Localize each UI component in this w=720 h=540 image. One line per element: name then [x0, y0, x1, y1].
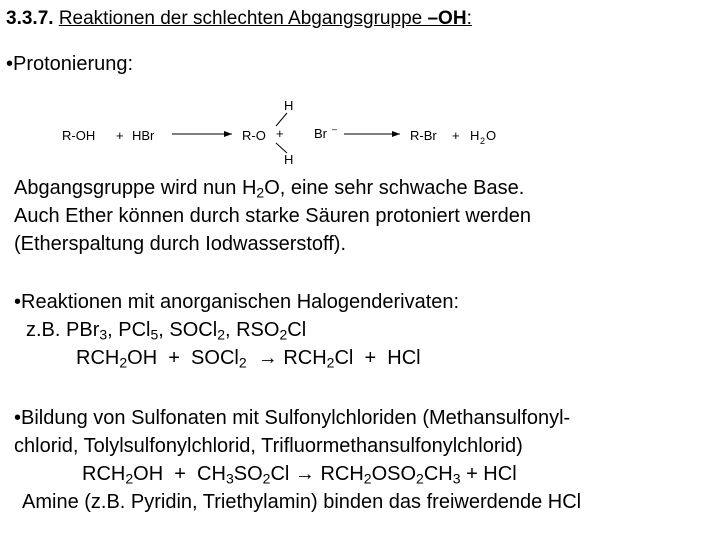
title-text: Reaktionen der schlechten Abgangsgruppe — [58, 8, 428, 29]
section-number: 3.3.7. — [6, 8, 54, 29]
scheme-h-top: H — [284, 98, 294, 113]
scheme-water-sub: 2 — [480, 136, 486, 146]
reaction-arrow-icon: → — [257, 347, 278, 369]
halogen-equation: $RCH_2OH$ + SOCl$_2$ → $RCH_2Cl$ + HCl — [76, 347, 421, 371]
protonation-line-1: Abgangsgruppe wird nun $H_2O$, eine sehr schwache Base. — [14, 177, 525, 201]
protonation-reaction-scheme — [60, 96, 520, 168]
scheme-intermediate-charge: + — [276, 126, 284, 141]
halogen-examples: z.B. PBr$_3$, PCl$_5$, SOCl$_2$, $RSO_2Cl$ — [26, 319, 307, 343]
scheme-reactant: R-OH — [62, 128, 96, 143]
scheme-reagent: HBr — [132, 128, 155, 143]
sulfonate-equation: $RCH_2OH + CH_3SO_2Cl \to RCH_2OSO_2CH_3$ + HCl — [82, 463, 517, 487]
protonation-heading: •Protonierung: — [6, 53, 134, 75]
scheme-plus-2: + — [452, 128, 460, 143]
scheme-bromide-charge: – — [332, 124, 338, 134]
protonation-line-2: Auch Ether können durch starke Säuren protoniert werden — [14, 205, 531, 227]
title-colon: : — [466, 8, 472, 29]
halogen-heading: •Reaktionen mit anorganischen Halogenderivaten: — [14, 291, 460, 313]
scheme-intermediate: R-O — [242, 128, 266, 143]
scheme-water-o: O — [486, 128, 497, 143]
scheme-water-h: H — [470, 128, 480, 143]
protonation-line-3: (Etherspaltung durch Iodwasserstoff). — [14, 233, 347, 255]
scheme-product: R-Br — [410, 128, 437, 143]
scheme-bond-top — [276, 113, 287, 126]
reaction-arrow-icon: → — [294, 463, 315, 485]
scheme-plus-1: + — [116, 128, 124, 143]
title-group: –OH — [427, 8, 467, 29]
page-title — [6, 8, 472, 30]
scheme-h-bottom: H — [284, 152, 294, 167]
sulfonate-line-2: chlorid, Tolylsulfonylchlorid, Trifluormethansulfonylchlorid) — [14, 435, 523, 457]
sulfonate-note: Amine (z.B. Pyridin, Triethylamin) binden das freiwerdende HCl — [22, 491, 582, 513]
scheme-bromide: Br — [314, 126, 327, 141]
sulfonate-line-1: •Bildung von Sulfonaten mit Sulfonylchloriden (Methansulfonyl- — [14, 407, 571, 429]
